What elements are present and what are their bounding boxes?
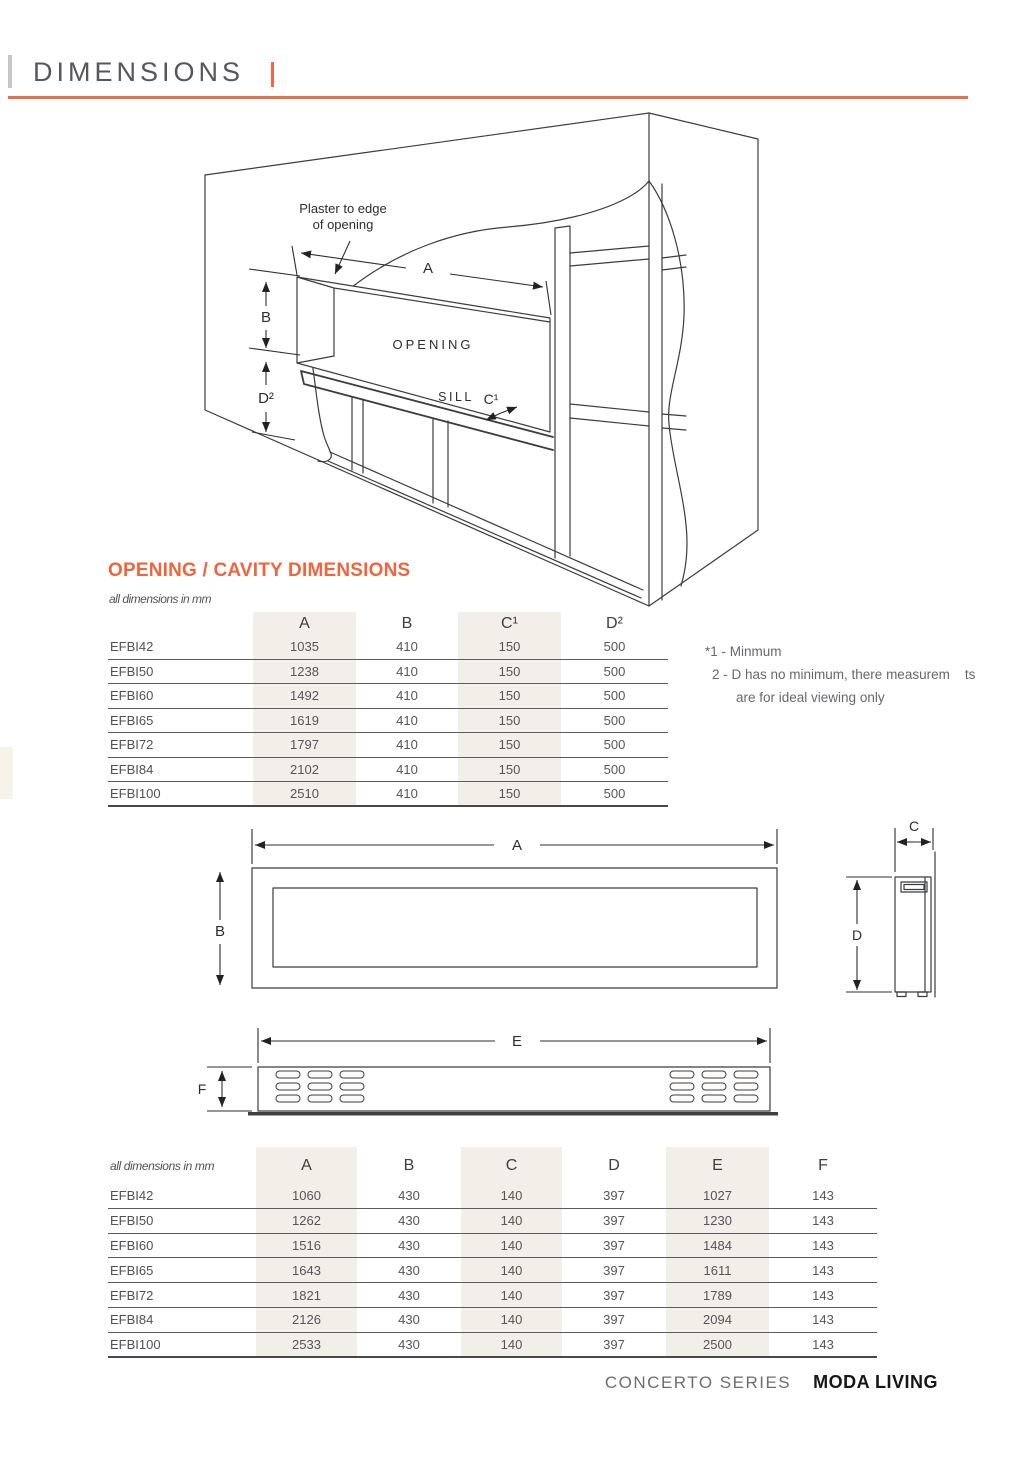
cell-b: 430 [398,1262,420,1278]
top-dim-f-extensions [207,1067,252,1111]
cell-f: 143 [812,1213,834,1229]
front-and-side-view-diagram [180,815,960,1005]
dim-c1-label: C¹ [483,391,499,407]
row-label: EFBI84 [110,1312,154,1328]
table-row-efbi42 [108,635,668,660]
cell-f: 143 [812,1262,834,1278]
row-label: EFBI84 [110,761,154,777]
cell-a: 1492 [253,684,356,708]
page-edge-mark [8,55,12,88]
units-note [108,612,253,635]
cell-d: 500 [603,688,626,704]
cell-f: 143 [812,1287,834,1303]
cell-f: 143 [812,1336,834,1352]
dim-b-extensions [249,269,300,355]
row-label: EFBI65 [110,1262,154,1278]
dim-d2-extension [252,432,295,440]
row-label: EFBI42 [110,639,154,655]
vent-slots-left [276,1071,364,1102]
cell-a: 1516 [256,1234,357,1258]
column-header-c: C¹ [458,612,561,635]
table-row-efbi72 [108,733,668,758]
top-dim-e-label: E [511,1033,523,1050]
row-label: EFBI65 [110,712,154,728]
plaster-note-line2: of opening [312,217,374,232]
cell-b: 410 [396,737,418,753]
header-rule [8,96,968,99]
footer-series-name: CONCERTO SERIES [604,1373,792,1392]
cell-f: 143 [812,1188,834,1204]
table-row-efbi60 [108,1234,877,1259]
cavity-notes [705,640,1024,709]
cell-d: 500 [603,663,626,679]
table-row-efbi65 [108,709,668,734]
cell-b: 430 [398,1287,420,1303]
cell-e: 2094 [666,1308,769,1332]
column-header-d: D [608,1156,620,1174]
dim-a-label: A [422,260,434,277]
cell-c: 150 [458,684,561,708]
cell-d: 397 [603,1262,625,1278]
cell-c: 150 [458,635,561,659]
table-row-efbi50 [108,1209,877,1234]
cell-a: 2533 [256,1333,357,1356]
cell-a: 1619 [253,709,356,733]
cell-a: 1643 [256,1258,357,1282]
cell-c: 150 [458,758,561,782]
front-dim-a-label: A [511,837,523,854]
cell-e: 1230 [666,1209,769,1233]
side-foot-left [897,992,906,997]
cell-a: 1821 [256,1283,357,1307]
cell-e: 1611 [666,1258,769,1282]
plaster-note-line1: Plaster to edge [299,201,387,216]
front-dim-b-label: B [214,923,226,940]
table-header-row [108,1147,877,1184]
side-dim-c-extensions [895,828,933,872]
cell-b: 430 [398,1336,420,1352]
cell-c: 140 [461,1333,562,1356]
vent-slots-right [670,1071,758,1102]
row-label: EFBI60 [110,1237,154,1253]
cavity-section-heading: OPENING / CAVITY DIMENSIONS [108,560,411,581]
sill-label: SILL [438,390,474,404]
cell-c: 150 [458,709,561,733]
table-row-efbi100 [108,1333,877,1358]
column-header-c: C [461,1147,562,1184]
column-header-b: B [403,1156,415,1174]
cell-b: 410 [396,688,418,704]
cell-c: 150 [458,733,561,757]
page-edge-decoration [0,747,13,799]
table-row-efbi72 [108,1283,877,1308]
column-header-f: F [818,1156,828,1174]
row-label: EFBI50 [110,663,154,679]
table-row-efbi84 [108,758,668,783]
table-row-efbi65 [108,1258,877,1283]
cell-c: 140 [461,1234,562,1258]
cell-e: 1484 [666,1234,769,1258]
cell-d: 397 [603,1336,625,1352]
cell-b: 430 [398,1188,420,1204]
cell-a: 1238 [253,660,356,684]
cell-a: 2126 [256,1308,357,1332]
side-dim-d-label: D [851,927,863,943]
cell-a: 1060 [256,1184,357,1208]
side-foot-right [918,992,927,997]
upper-blocking-rail [570,246,686,270]
cell-d: 397 [603,1287,625,1303]
stud-right-of-opening [555,226,570,558]
cell-a: 1797 [253,733,356,757]
torn-plaster-right-edge [649,181,687,586]
cell-d: 500 [603,712,626,728]
fireplace-front-outline [252,868,777,988]
cell-b: 410 [396,785,418,801]
cell-e: 1027 [666,1184,769,1208]
cell-c: 140 [461,1283,562,1307]
cell-d: 500 [603,785,626,801]
torn-plaster-top-edge [352,181,649,287]
row-label: EFBI42 [110,1188,154,1204]
cell-f: 143 [812,1312,834,1328]
top-dim-f-label: F [197,1081,207,1097]
cell-f: 143 [812,1237,834,1253]
note-line: 2 - D has no minimum, there measurem ts [712,667,976,682]
studs-below-sill [352,397,448,507]
cell-b: 410 [396,761,418,777]
plaster-note-arrow [335,241,350,274]
cavity-units-note: all dimensions in mm [109,592,212,606]
footer-brand-name: MODA LIVING [813,1372,938,1392]
cavity-dimensions-table [108,612,668,807]
cell-c: 140 [461,1184,562,1208]
row-label: EFBI60 [110,688,154,704]
table-row-efbi60 [108,684,668,709]
table-row-efbi42 [108,1184,877,1209]
fireplace-front-inner-frame [273,888,757,967]
cell-d: 397 [603,1237,625,1253]
cell-b: 430 [398,1237,420,1253]
title-divider-bar [271,62,274,87]
cell-a: 1262 [256,1209,357,1233]
units-note: all dimensions in mm [110,1158,215,1173]
cell-a: 2102 [253,758,356,782]
row-label: EFBI72 [110,737,154,753]
cell-d: 397 [603,1213,625,1229]
cavity-isometric-diagram [150,100,850,610]
table-row-efbi100 [108,782,668,807]
cell-b: 410 [396,712,418,728]
cell-c: 140 [461,1308,562,1332]
cell-c: 150 [458,782,561,805]
cell-b: 410 [396,663,418,679]
dim-d2-label: D² [258,390,274,407]
column-header-a: A [253,612,356,635]
column-header-d: D² [606,614,623,632]
side-control-vent [901,882,927,892]
side-dim-c-label: C [908,818,920,834]
note-line: are for ideal viewing only [736,690,885,705]
side-control-vent-inner [904,885,924,890]
row-label: EFBI72 [110,1287,154,1303]
cell-d: 397 [603,1312,625,1328]
cell-b: 430 [398,1312,420,1328]
row-label: EFBI100 [110,1336,161,1352]
cell-e: 2500 [666,1333,769,1356]
cell-a: 1035 [253,635,356,659]
cell-b: 410 [396,639,418,655]
column-header-b: B [401,614,413,632]
column-header-e: E [666,1147,769,1184]
note-line: *1 - Minmum [705,644,782,659]
row-label: EFBI100 [110,785,161,801]
cell-e: 1789 [666,1283,769,1307]
footer [605,1372,938,1393]
cell-b: 430 [398,1213,420,1229]
dim-b-label: B [260,309,272,326]
cell-d: 500 [603,737,626,753]
cell-d: 397 [603,1188,625,1204]
column-header-a: A [256,1147,357,1184]
top-view-diagram [180,1020,840,1130]
cell-c: 140 [461,1209,562,1233]
row-label: EFBI50 [110,1213,154,1229]
product-dimensions-table [108,1147,877,1358]
opening-label: OPENING [392,337,474,352]
dim-a-line [301,253,406,268]
cell-d: 500 [603,639,626,655]
table-row-efbi50 [108,660,668,685]
table-row-efbi84 [108,1308,877,1333]
cell-d: 500 [603,761,626,777]
table-header-row [108,612,668,635]
page-title: DIMENSIONS [33,57,245,87]
cell-a: 2510 [253,782,356,805]
fireplace-base-plate [248,1112,778,1116]
cell-c: 150 [458,660,561,684]
cell-c: 140 [461,1258,562,1282]
